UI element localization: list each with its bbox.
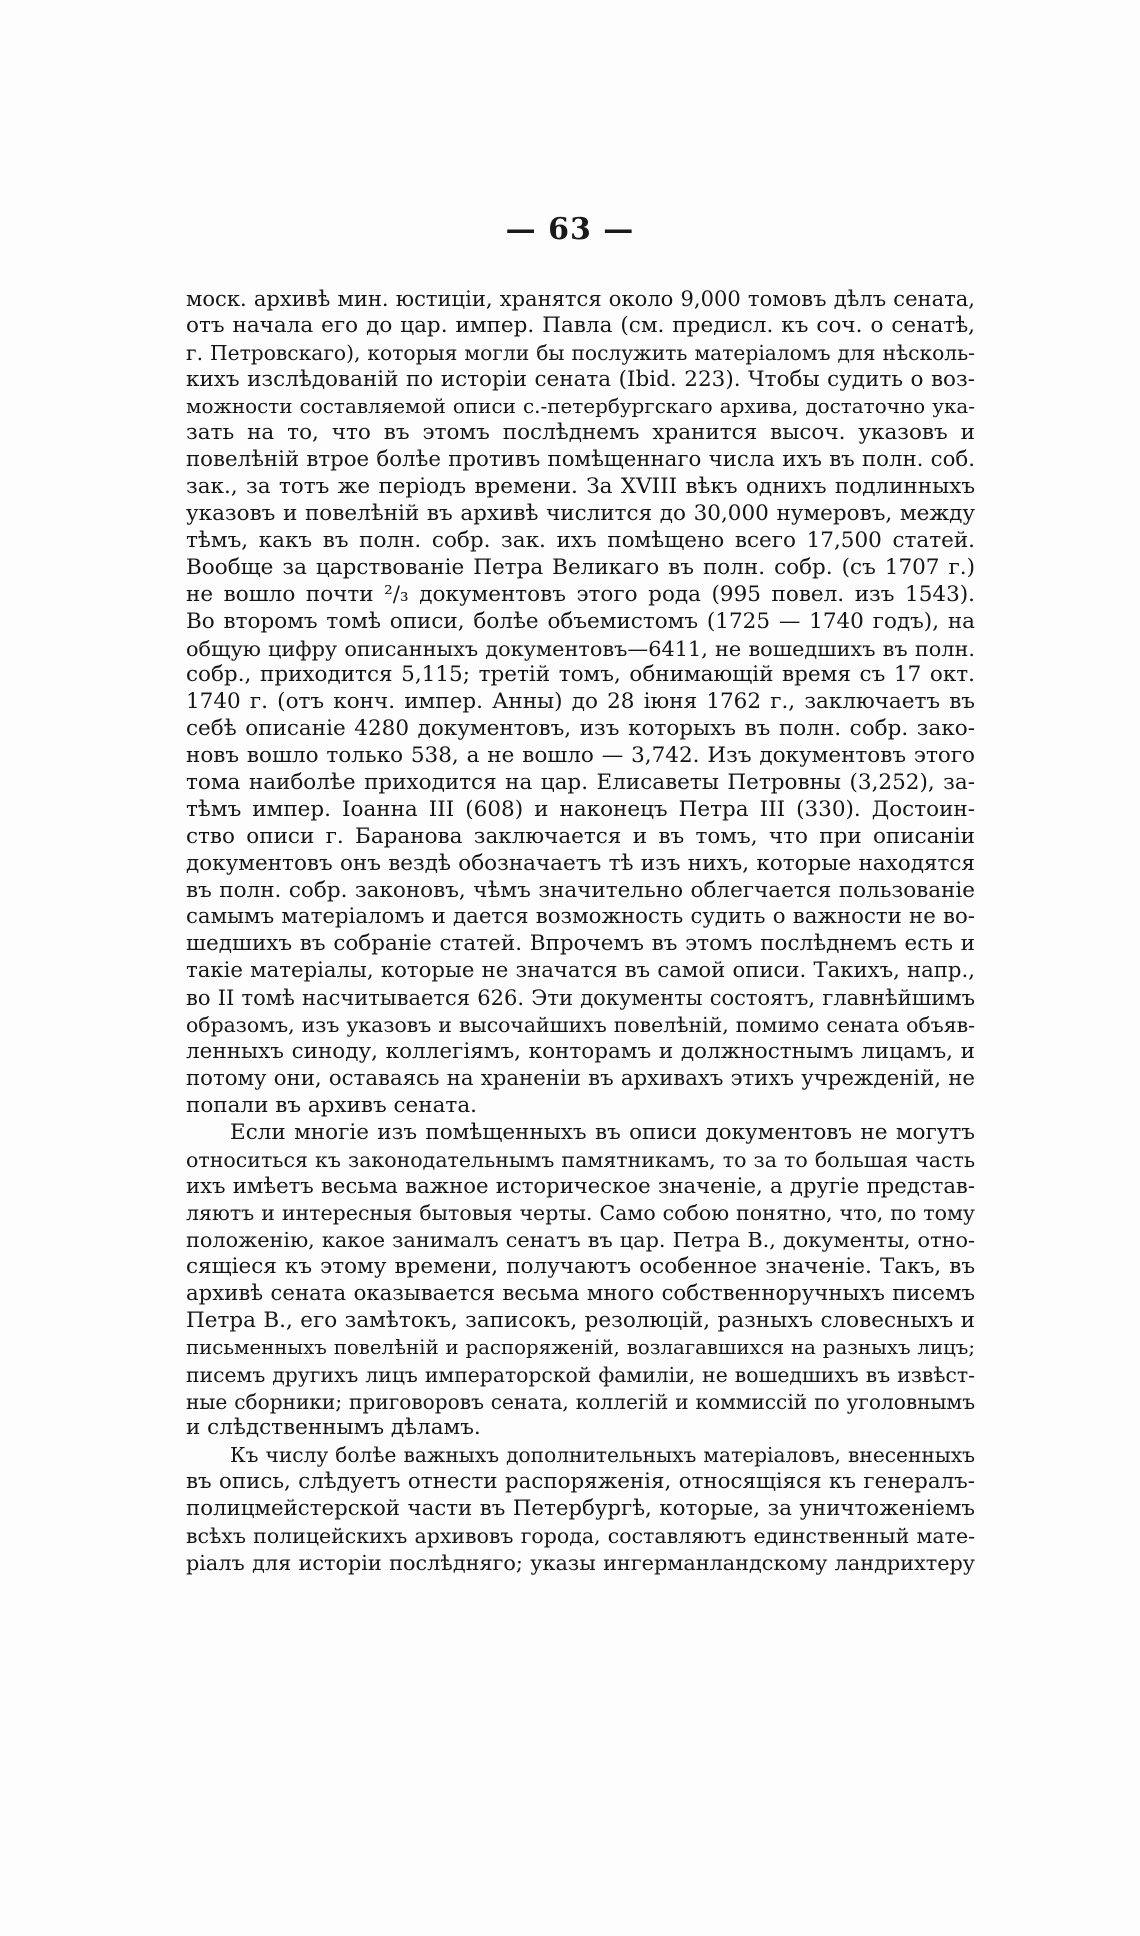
text-line: отъ начала его до цар. импер. Павла (см. предисл. къ соч. о сенатѣ,	[186, 312, 975, 338]
text-line: общую цифру описанныхъ документовъ—6411, не вошедшихъ въ полн.	[186, 636, 975, 661]
text-line: зак., за тотъ же періодъ времени. За XVIII вѣкъ однихъ подлинныхъ	[186, 474, 975, 500]
text-line: ихъ имѣетъ весьма важное историческое значеніе, а другіе представ-	[186, 1173, 975, 1199]
text-line: потому они, оставаясь на храненіи въ архивахъ этихъ учрежденій, не	[186, 1065, 975, 1091]
text-line: зать на то, что въ этомъ послѣднемъ хранится высоч. указовъ и	[186, 420, 975, 446]
text-line: всѣхъ полицейскихъ архивовъ города, составляютъ единственный мате-	[186, 1523, 975, 1548]
text-line: ляютъ и интересныя бытовыя черты. Само собою понятно, что, по тому	[186, 1201, 975, 1226]
text-line: можности составляемой описи с.-петербургскаго архива, достаточно ука-	[186, 394, 975, 418]
text-line: относиться къ законодательнымъ памятникамъ, то за то большая часть	[186, 1147, 975, 1172]
text-line: такіе матеріалы, которые не значатся въ самой описи. Такихъ, напр.,	[186, 958, 975, 984]
text-line: положенію, какое занималъ сенатъ въ цар. Петра В., документы, отно-	[186, 1228, 975, 1253]
text-line: документовъ онъ вездѣ обозначаетъ тѣ изъ нихъ, которые находятся	[186, 850, 975, 876]
text-line: во II томѣ насчитывается 626. Эти документы состоятъ, главнѣйшимъ	[186, 985, 975, 1011]
text-line: г. Петровскаго), которыя могли бы послужить матеріаломъ для нѣсколь-	[186, 340, 975, 365]
text-line: себѣ описаніе 4280 документовъ, изъ которыхъ въ полн. собр. зако-	[186, 716, 975, 742]
page-number: — 63 —	[505, 212, 635, 247]
text-line: полицмейстерской части въ Петербургѣ, которые, за уничтоженіемъ	[186, 1496, 975, 1522]
paragraph-1	[186, 286, 975, 1120]
text-line: не вошло почти ²/₃ документовъ этого рода (995 повел. изъ 1543).	[186, 581, 975, 607]
text-line: собр., приходится 5,115; третій томъ, обнимающій время съ 17 окт.	[186, 662, 975, 688]
text-line: въ опись, слѣдуетъ отнести распоряженія, относящіяся къ генералъ-	[186, 1469, 975, 1495]
text-line: 1740 г. (отъ конч. импер. Анны) до 28 іюня 1762 г., заключаетъ въ	[186, 689, 975, 715]
text-line: ріалъ для исторіи послѣдняго; указы ингерманландскому ландрихтеру	[186, 1550, 975, 1575]
text-line: писемъ другихъ лицъ императорской фамиліи, не вошедшихъ въ извѣст-	[186, 1362, 975, 1387]
text-line: ные сборники; приговоровъ сената, коллегій и коммиссій по уголовнымъ	[186, 1389, 975, 1414]
text-line: повелѣній втрое болѣе противъ помѣщеннаго числа ихъ въ полн. соб.	[186, 447, 975, 473]
text-line: новъ вошло только 538, а не вошло — 3,742. Изъ документовъ этого	[186, 743, 975, 769]
text-line: письменныхъ повелѣній и распоряженій, возлагавшихся на разныхъ лицъ;	[186, 1335, 975, 1359]
text-line: архивѣ сената оказывается весьма много собственноручныхъ писемъ	[186, 1280, 975, 1306]
text-line: Если многіе изъ помѣщенныхъ въ описи документовъ не могутъ	[230, 1119, 975, 1145]
text-line: попали въ архивъ сената.	[186, 1092, 477, 1118]
text-line: тѣмъ импер. Іоанна III (608) и наконецъ Петра III (330). Достоин-	[186, 796, 975, 822]
text-line: Во второмъ томѣ описи, болѣе объемистомъ (1725 — 1740 годъ), на	[186, 608, 975, 634]
text-line: Вообще за царствованіе Петра Великаго въ полн. собр. (съ 1707 г.)	[186, 554, 975, 580]
text-line: ленныхъ синоду, коллегіямъ, конторамъ и должностнымъ лицамъ, и	[186, 1038, 975, 1064]
text-line: въ полн. собр. законовъ, чѣмъ значительно облегчается пользованіе	[186, 877, 975, 903]
text-line: ство описи г. Баранова заключается и въ томъ, что при описаніи	[186, 823, 975, 849]
text-line: кихъ изслѣдованій по исторіи сената (Ibid. 223). Чтобы судить о воз-	[186, 366, 975, 392]
text-line: тома наиболѣе приходится на цар. Елисаветы Петровны (3,252), за-	[186, 770, 975, 796]
paragraph-3	[186, 1442, 975, 1576]
text-line: моск. архивѣ мин. юстиціи, хранятся около 9,000 томовъ дѣлъ сената,	[186, 286, 975, 311]
text-line: шедшихъ въ собраніе статей. Впрочемъ въ этомъ послѣднемъ есть и	[186, 931, 975, 957]
text-body	[186, 286, 975, 1577]
text-line: и слѣдственнымъ дѣламъ.	[186, 1415, 481, 1441]
text-line: самымъ матеріаломъ и дается возможность судить о важности не во-	[186, 904, 975, 930]
text-line: сящіеся къ этому времени, получаютъ особенное значеніе. Такъ, въ	[186, 1254, 975, 1280]
text-line: указовъ и повелѣній въ архивѣ числится до 30,000 нумеровъ, между	[186, 501, 975, 527]
text-line: Петра В., его замѣтокъ, записокъ, резолюцій, разныхъ словесныхъ и	[186, 1307, 975, 1333]
text-line: Къ числу болѣе важныхъ дополнительныхъ матеріаловъ, внесенныхъ	[230, 1443, 975, 1468]
text-line: образомъ, изъ указовъ и высочайшихъ повелѣній, помимо сената объяв-	[186, 1013, 975, 1038]
text-line: тѣмъ, какъ въ полн. собр. зак. ихъ помѣщено всего 17,500 статей.	[186, 528, 975, 554]
paragraph-2	[186, 1120, 975, 1443]
